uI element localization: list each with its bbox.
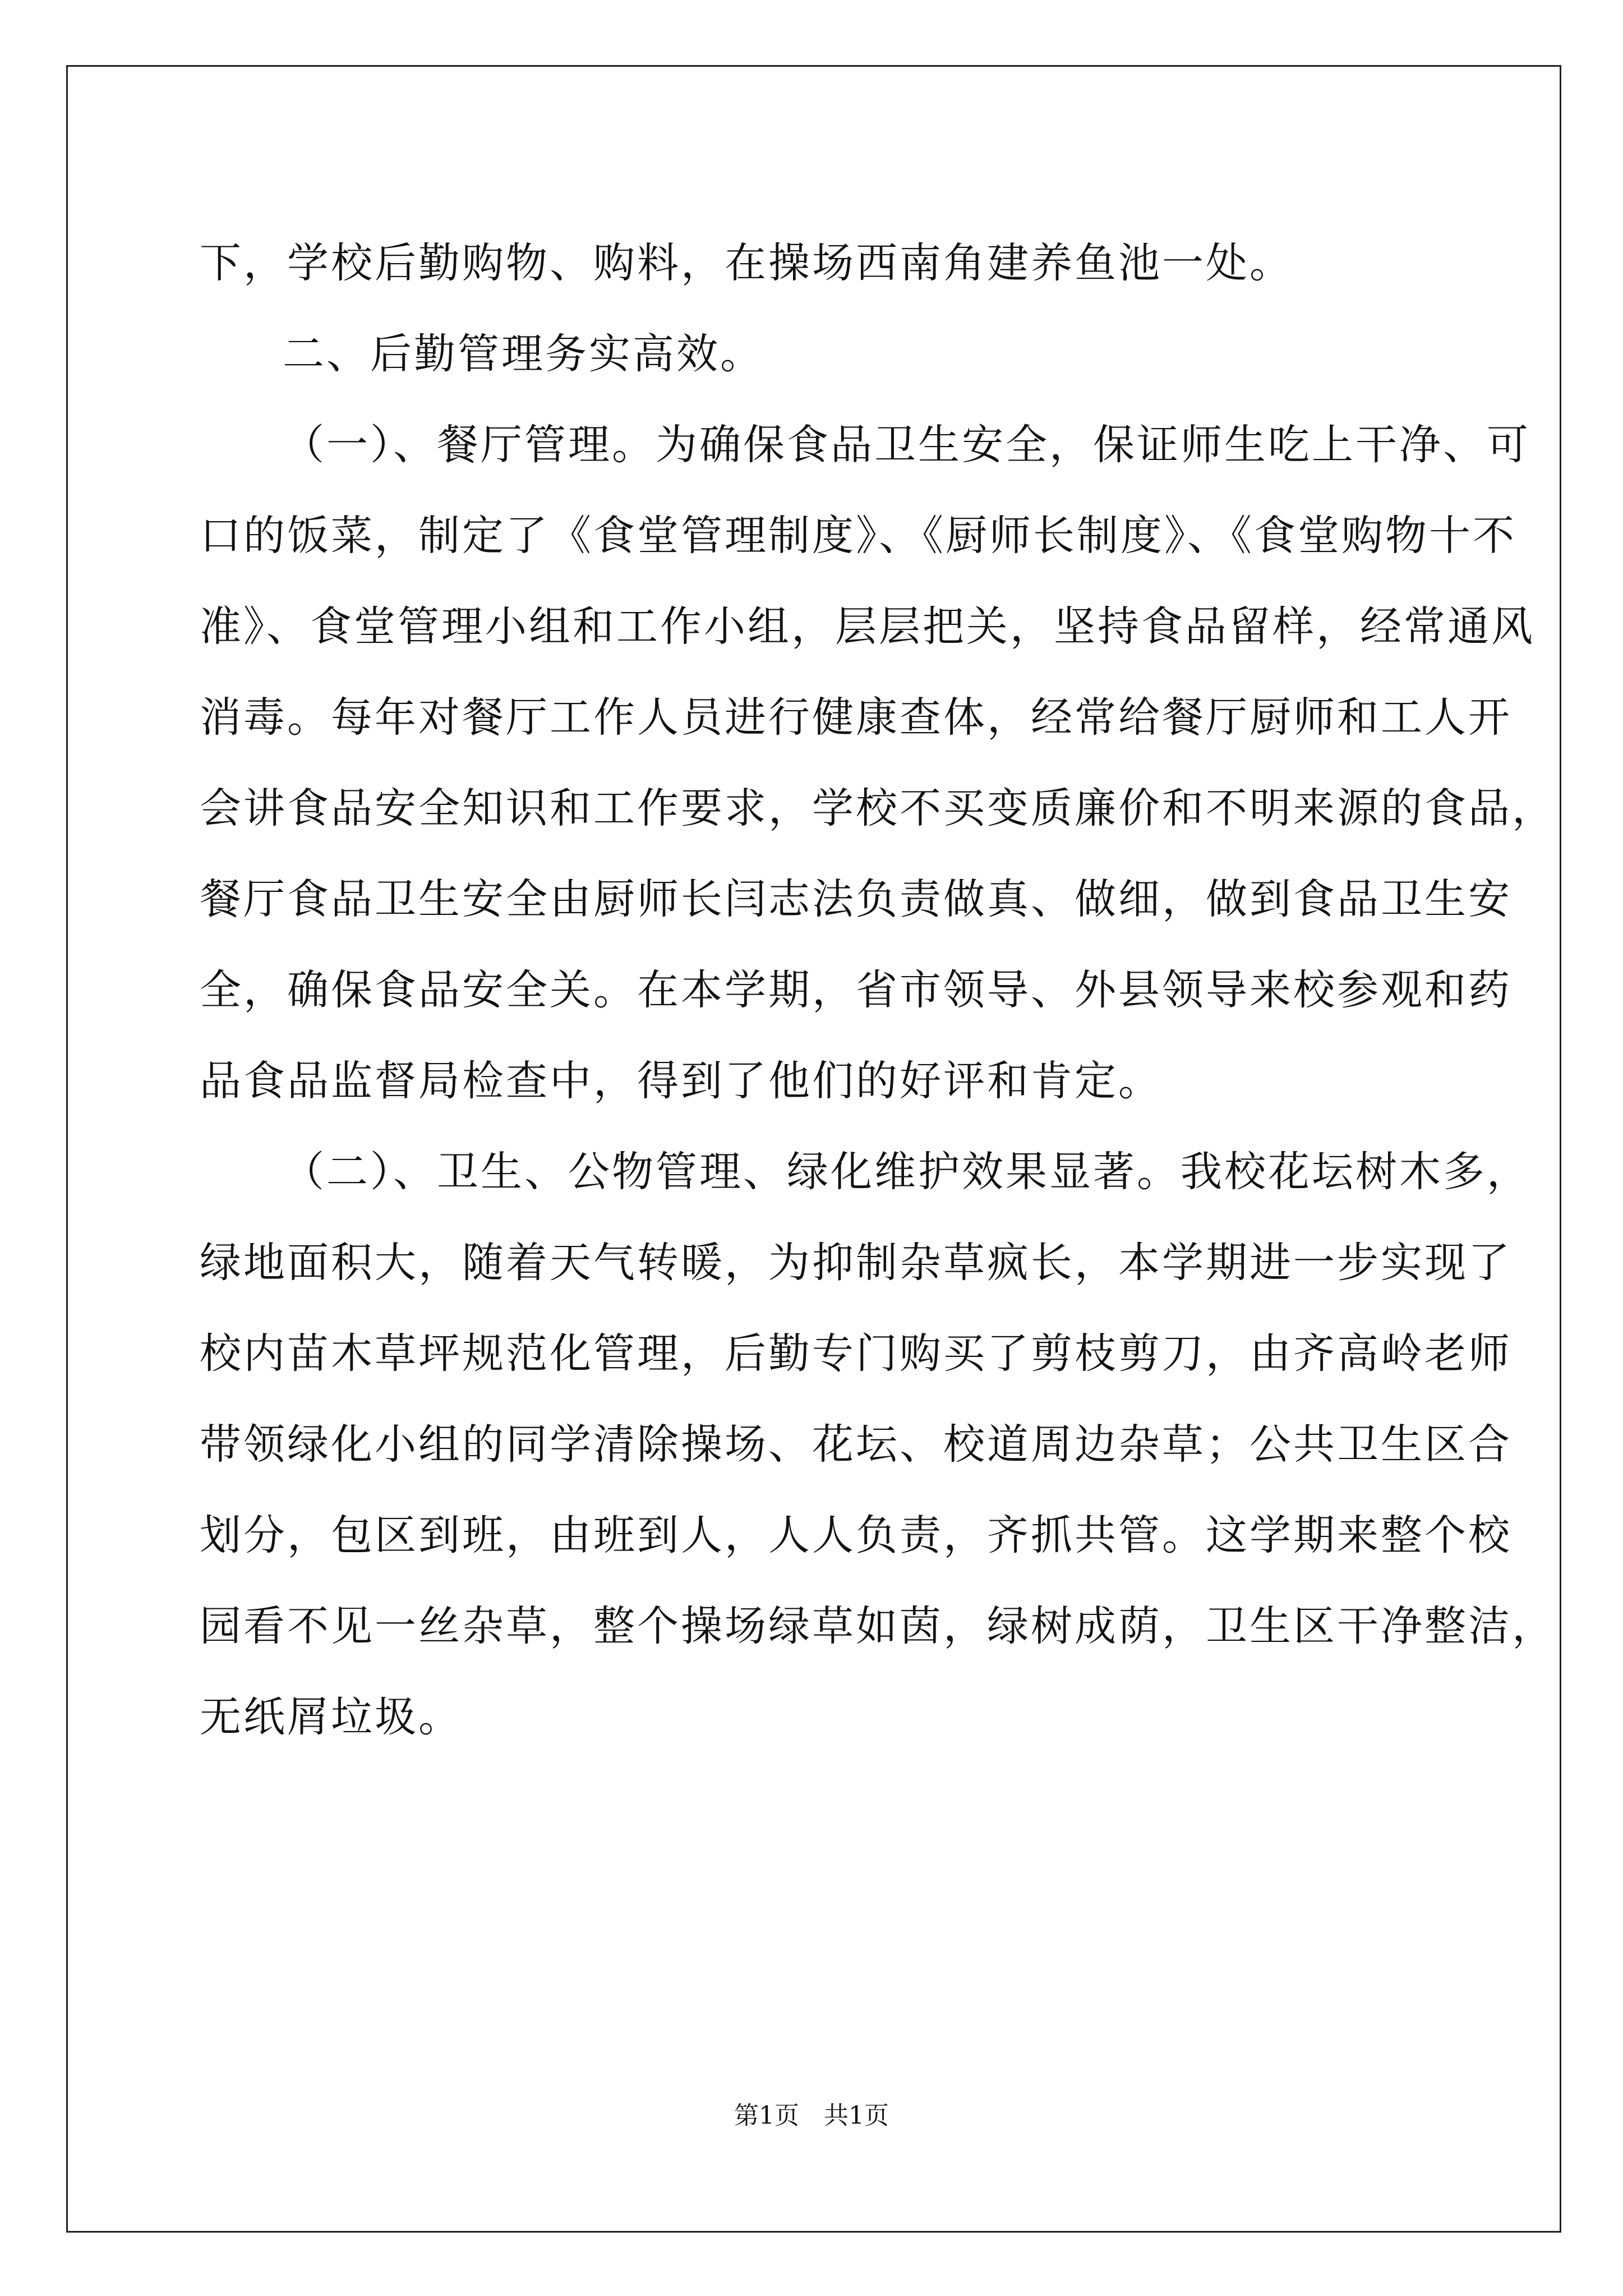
- body-line: 校内苗木草坪规范化管理，后勤专门购买了剪枝剪刀，由齐高岭老师: [200, 1329, 1512, 1378]
- page-footer: 第1页 共1页: [734, 2101, 889, 2130]
- body-line: 无纸屑垃圾。: [200, 1693, 462, 1741]
- body-line: 餐厅食品卫生安全由厨师长闫志法负责做真、做细，做到食品卫生安: [200, 875, 1512, 923]
- body-line: 消毒。每年对餐厅工作人员进行健康查体，经常给餐厅厨师和工人开: [200, 693, 1512, 742]
- body-line: （二）、卫生、公物管理、绿化维护效果显著。我校花坛树木多，: [283, 1148, 1530, 1196]
- body-line: 准》、食堂管理小组和工作小组，层层把关，坚持食品留样，经常通风: [200, 602, 1535, 651]
- body-line: 划分，包区到班，由班到人，人人负责，齐抓共管。这学期来整个校: [200, 1511, 1512, 1559]
- body-line: 园看不见一丝杂草，整个操场绿草如茵，绿树成荫，卫生区干净整洁，: [200, 1602, 1556, 1650]
- document-body: [200, 218, 1556, 1763]
- body-line: 绿地面积大，随着天气转暖，为抑制杂草疯长，本学期进一步实现了: [200, 1239, 1512, 1287]
- body-line: 下，学校后勤购物、购料，在操场西南角建养鱼池一处。: [200, 239, 1293, 287]
- body-line: 会讲食品安全知识和工作要求，学校不买变质廉价和不明来源的食品，: [200, 784, 1556, 832]
- body-line: 品食品监督局检查中，得到了他们的好评和肯定。: [200, 1057, 1162, 1105]
- body-line: 全，确保食品安全关。在本学期，省市领导、外县领导来校参观和药: [200, 966, 1512, 1014]
- body-line: 口的饭菜，制定了《食堂管理制度》、《厨师长制度》、《食堂购物十不: [200, 512, 1516, 560]
- body-line: 带领绿化小组的同学清除操场、花坛、校道周边杂草；公共卫生区合: [200, 1420, 1512, 1469]
- section-heading: 二、后勤管理务实高效。: [283, 330, 764, 378]
- body-line: （一）、餐厅管理。为确保食品卫生安全，保证师生吃上干净、可: [283, 421, 1530, 469]
